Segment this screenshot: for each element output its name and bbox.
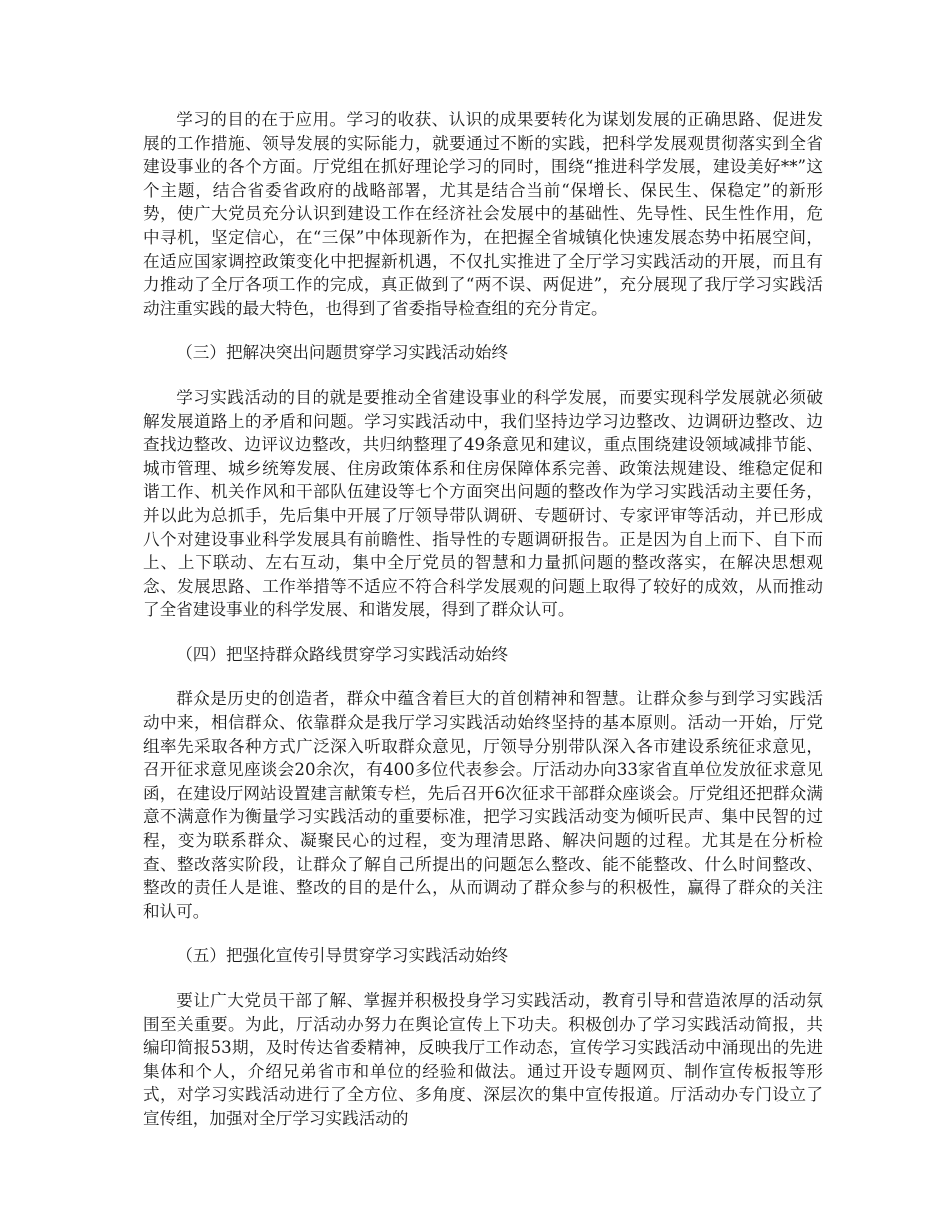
- spacer: [143, 666, 823, 687]
- spacer: [143, 923, 823, 944]
- spacer: [143, 968, 823, 989]
- spacer: [143, 622, 823, 643]
- section-heading-4: （四）把坚持群众路线贯穿学习实践活动始终: [176, 644, 509, 664]
- document-page: [143, 108, 823, 1131]
- paragraph-application: 学习的目的在于应用。学习的收获、认识的成果要转化为谋划发展的正确思路、促进发展的工作措施、领导发展的实际能力，就要通过不断的实践，把科学发展观贯彻落实到全省建设事业的各个方面。厅党组在抓好理论学习的同时，围绕“推进科学发展，建设美好**”这个主题，结合省委省政府的战略部署，尤其是结合当前“保增长、保民生、保稳定”的新形势，使广大党员充分认识到建设工作在经济社会发展中的基础性、先导性、民生性作用，危中寻机，坚定信心，在“三保”中体现新作为，在把握全省城镇化快速发展态势中拓展空间，在适应国家调控政策变化中把握新机遇，不仅扎实推进了全厅学习实践活动的开展，而且有力推动了全厅各项工作的完成，真正做到了“两不误、两促进”，充分展现了我厅学习实践活动注重实践的最大特色，也得到了省委指导检查组的充分肯定。: [143, 110, 823, 318]
- paragraph-masses: 群众是历史的创造者，群众中蕴含着巨大的首创精神和智慧。让群众参与到学习实践活动中来，相信群众、依靠群众是我厅学习实践活动始终坚持的基本原则。活动一开始，厅党组率先采取各种方式广泛深入听取群众意见，厅领导分别带队深入各市建设系统征求意见，召开征求意见座谈会20余次，有400多位代表参会。厅活动办向33家省直单位发放征求意见函，在建设厅网站设置建言献策专栏，先后召开6次征求干部群众座谈会。厅党组还把群众满意不满意作为衡量学习实践活动的重要标准，把学习实践活动变为倾听民声、集中民智的过程，变为联系群众、凝聚民心的过程，变为理清思路、解决问题的过程。尤其是在分析检查、整改落实阶段，让群众了解自己所提出的问题怎么整改、能不能整改、什么时间整改、整改的责任人是谁、整改的目的是什么，从而调动了群众参与的积极性，赢得了群众的关注和认可。: [143, 689, 823, 921]
- section-heading-5: （五）把强化宣传引导贯穿学习实践活动始终: [176, 946, 509, 966]
- spacer: [143, 320, 823, 341]
- spacer: [143, 365, 823, 386]
- paragraph-publicity: 要让广大党员干部了解、掌握并积极投身学习实践活动，教育引导和营造浓厚的活动氛围至关重要。为此，厅活动办努力在舆论宣传上下功夫。积极创办了学习实践活动简报，共编印简报53期，及时传达省委精神，反映我厅工作动态，宣传学习实践活动中涌现出的先进集体和个人，介绍兄弟省市和单位的经验和做法。通过开设专题网页、制作宣传板报等形式，对学习实践活动进行了全方位、多角度、深层次的集中宣传报道。厅活动办专门设立了宣传组，加强对全厅学习实践活动的: [143, 991, 823, 1128]
- section-heading-3: （三）把解决突出问题贯穿学习实践活动始终: [176, 343, 509, 363]
- paragraph-problems: 学习实践活动的目的就是要推动全省建设事业的科学发展，而要实现科学发展就必须破解发展道路上的矛盾和问题。学习实践活动中，我们坚持边学习边整改、边调研边整改、边查找边整改、边评议边整改，共归纳整理了49条意见和建议，重点围绕建设领域减排节能、城市管理、城乡统筹发展、住房政策体系和住房保障体系完善、政策法规建设、维稳定促和谐工作、机关作风和干部队伍建设等七个方面突出问题的整改作为学习实践活动主要任务，并以此为总抓手，先后集中开展了厅领导带队调研、专题研讨、专家评审等活动，并已形成八个对建设事业科学发展具有前瞻性、指导性的专题调研报告。正是因为自上而下、自下而上、上下联动、左右互动，集中全厅党员的智慧和力量抓问题的整改落实，在解决思想观念、发展思路、工作举措等不适应不符合科学发展观的问题上取得了较好的成效，从而推动了全省建设事业的科学发展、和谐发展，得到了群众认可。: [143, 387, 823, 620]
